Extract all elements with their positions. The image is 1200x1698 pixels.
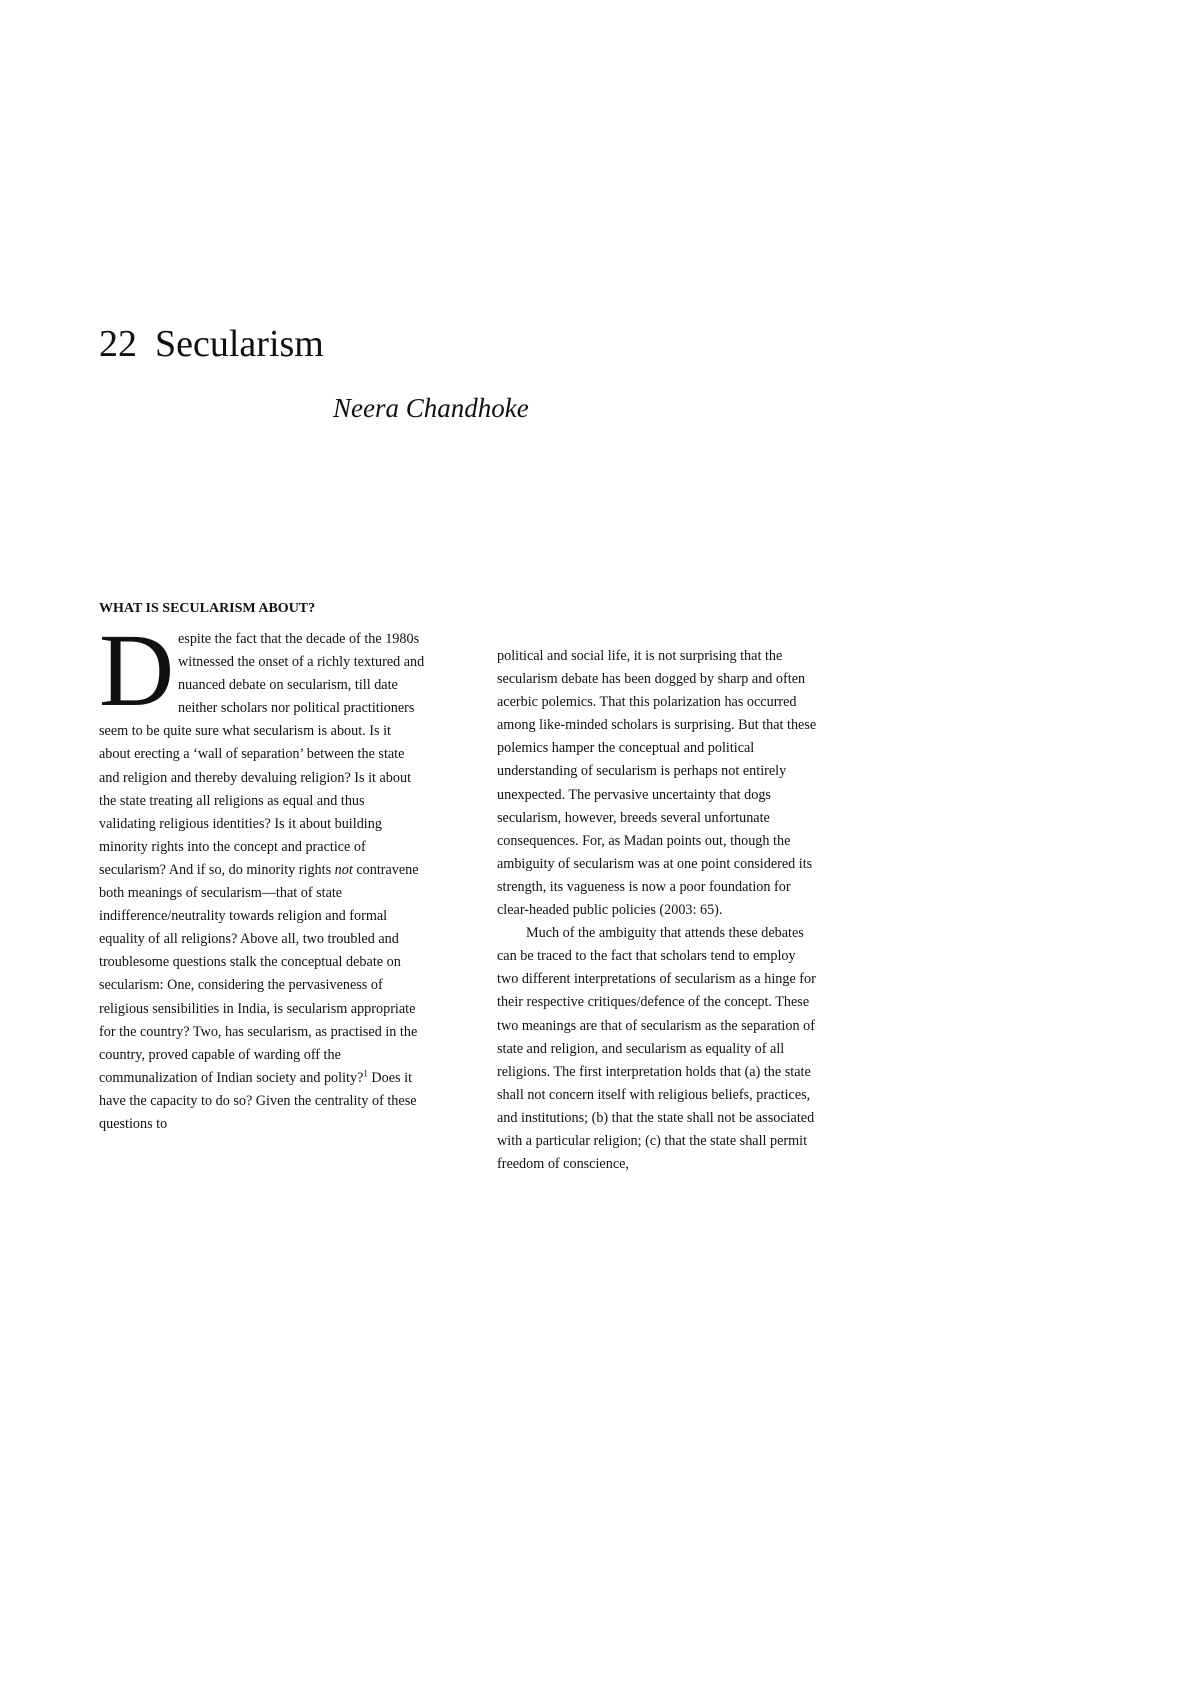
text-line: religions. The first interpretation holds that (a) the state	[497, 1063, 811, 1080]
text-line: the state treating all religions as equal and thus	[99, 792, 365, 809]
text-line: indifference/neutrality towards religion and formal	[99, 908, 388, 925]
text-line-with-footnote	[99, 1067, 479, 1090]
text-line: questions to	[99, 1115, 168, 1132]
text-line: among like-minded scholars is surprising. But that these	[497, 717, 817, 734]
text-line: polemics hamper the conceptual and political	[497, 740, 755, 757]
text-line: with a particular religion; (c) that the state shall permit	[497, 1132, 808, 1149]
text-line: espite the fact that the decade of the 1980s	[178, 631, 420, 647]
text-line: acerbic polemics. That this polarization has occurred	[497, 694, 797, 711]
text-line: and religion and thereby devaluing religion? Is it about	[99, 769, 412, 786]
text-line: secularism debate has been dogged by sharp and often	[497, 671, 806, 688]
text-line: equality of all religions? Above all, two troubled and	[99, 931, 399, 948]
text-line: neither scholars nor political practitioners	[178, 700, 415, 717]
text-segment: contravene	[352, 861, 419, 878]
text-line: country, proved capable of warding off the	[99, 1046, 341, 1063]
section-heading: WHAT IS SECULARISM ABOUT?	[99, 601, 316, 616]
drop-cap: D	[99, 613, 175, 728]
text-line: shall not concern itself with religious beliefs, practices,	[497, 1086, 811, 1103]
text-line: secularism: One, considering the pervasiveness of	[99, 977, 383, 994]
text-line: have the capacity to do so? Given the centrality of these	[99, 1092, 417, 1109]
author-name: Neera Chandhoke	[333, 393, 529, 423]
text-line: understanding of secularism is perhaps not entirely	[497, 763, 787, 780]
text-line: religious sensibilities in India, is secularism appropriate	[99, 1000, 416, 1017]
text-line: political and social life, it is not surprising that the	[497, 648, 783, 664]
text-line: both meanings of secularism—that of state	[99, 885, 343, 902]
text-line: their respective critiques/defence of the concept. These	[497, 994, 810, 1011]
text-line: state and religion, and secularism as equality of all	[497, 1040, 785, 1057]
chapter-title-text: Secularism	[155, 323, 324, 365]
text-line: and institutions; (b) that the state shall not be associated	[497, 1109, 815, 1126]
text-segment: communalization of Indian society and polity?	[99, 1069, 364, 1086]
text-line-with-emphasis	[99, 859, 479, 882]
text-line: unexpected. The pervasive uncertainty that dogs	[497, 786, 771, 803]
left-column	[99, 613, 479, 1136]
text-line: Much of the ambiguity that attends these debates	[526, 925, 804, 942]
text-line: two meanings are that of secularism as the separation of	[497, 1017, 815, 1034]
right-column	[497, 645, 877, 1176]
text-line: consequences. For, as Madan points out, though the	[497, 832, 791, 849]
text-line: clear-headed public policies (2003: 65).	[497, 902, 723, 919]
text-line: ambiguity of secularism was at one point considered its	[497, 855, 813, 872]
text-line: secularism, however, breeds several unfortunate	[497, 809, 770, 826]
text-line: strength, its vagueness is now a poor foundation for	[497, 878, 791, 895]
text-line: validating religious identities? Is it about building	[99, 815, 382, 832]
text-line: witnessed the onset of a richly textured and	[178, 654, 425, 671]
text-segment: secularism? And if so, do minority rights	[99, 861, 335, 878]
chapter-title	[99, 322, 324, 366]
text-line: troublesome questions stalk the conceptual debate on	[99, 954, 401, 971]
text-line: can be traced to the fact that scholars tend to employ	[497, 948, 796, 965]
emphasis-word: not	[334, 861, 353, 878]
text-line: seem to be quite sure what secularism is about. Is it	[99, 723, 391, 740]
chapter-number: 22	[99, 323, 137, 365]
footnote-reference[interactable]: 1	[363, 1068, 368, 1079]
text-line: for the country? Two, has secularism, as practised in the	[99, 1023, 418, 1040]
text-line: nuanced debate on secularism, till date	[178, 677, 398, 694]
text-line: about erecting a ‘wall of separation’ between the state	[99, 746, 405, 763]
text-line: minority rights into the concept and practice of	[99, 838, 366, 855]
text-segment: Does it	[367, 1069, 413, 1086]
text-line: two different interpretations of secularism as a hinge for	[497, 971, 816, 988]
text-line: freedom of conscience,	[497, 1156, 629, 1173]
